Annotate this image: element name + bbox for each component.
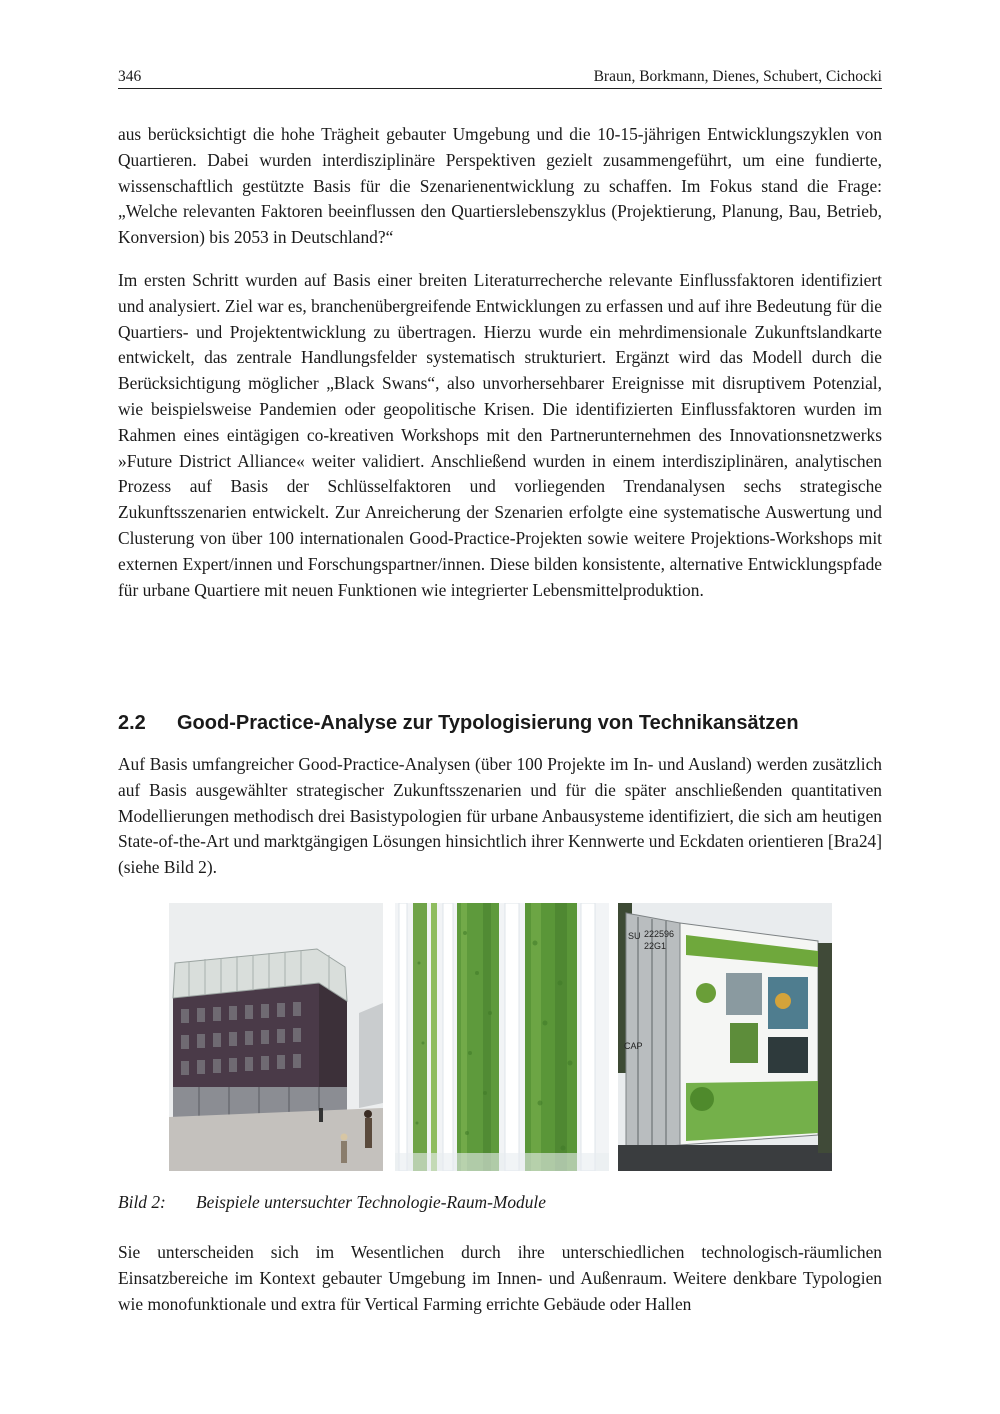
container-code-4: CAP: [624, 1041, 643, 1051]
running-header-authors: Braun, Borkmann, Dienes, Schubert, Cichocki: [593, 68, 882, 85]
running-header: [118, 66, 882, 89]
figure-caption: [118, 1190, 882, 1214]
container-code-1: SU: [628, 931, 641, 941]
figure-caption-label: Bild 2:: [118, 1192, 166, 1212]
figure-caption-text: Beispiele untersuchter Technologie-Raum-Module: [196, 1192, 546, 1212]
section-number: 2.2: [118, 712, 146, 734]
container-code-2: 222596: [644, 929, 675, 939]
body-paragraph-4: Sie unterscheiden sich im Wesentlichen durch ihre unterschiedlichen technologisch-räumlichen Einsatzbereiche im Kontext gebauter Umgebung im Innen- und Außenraum. Weitere denkbare Typologien wie monofunktionale und extra für Vertical Farming errichte Gebäude oder Hallen: [118, 1242, 882, 1314]
page-number: 346: [118, 68, 142, 85]
photo-container-farm: [618, 903, 832, 1171]
section-heading: [118, 710, 882, 736]
section-title: Good-Practice-Analyse zur Typologisierung von Technikansätzen: [177, 712, 799, 734]
body-paragraph-1: aus berücksichtigt die hohe Trägheit gebauter Umgebung und die 10-15-jährigen Entwicklungszyklen von Quartieren. Dabei wurden interdisziplinäre Perspektiven gezielt zusammengeführt, um eine fundierte, wissenschaftlich gestützte Basis für die Szenarienentwicklung zu schaffen. Im Fokus stand die Frage: „Welche relevanten Faktoren beeinflussen den Quartierslebenszyklus (Projektierung, Planung, Bau, Betrieb, Konversion) bis 2053 in Deutschland?“: [118, 124, 882, 248]
photo-rooftop-greenhouse-building: [169, 903, 383, 1171]
photo-vertical-farm-racks: [395, 903, 609, 1171]
container-code-3: 22G1: [644, 941, 667, 951]
figure-bild-2: [169, 903, 832, 1171]
body-paragraph-3: Auf Basis umfangreicher Good-Practice-Analysen (über 100 Projekte im In- und Ausland) werden zusätzlich auf Basis ausgewählter strategischer Zukunftsszenarien und für die später anschließenden quantitativen Modellierungen methodisch drei Basistypologien für urbane Anbausysteme identifiziert, die sich am heutigen State-of-the-Art und marktgängigen Lösungen hinsichtlich ihrer Kennwerte und Eckdaten orientieren [Bra24] (siehe Bild 2).: [118, 754, 882, 878]
body-paragraph-2: Im ersten Schritt wurden auf Basis einer breiten Literaturrecherche relevante Einflussfaktoren identifiziert und analysiert. Ziel war es, branchenübergreifende Entwicklungen zu erfassen und auf ihre Bedeutung für die Quartiers- und Projektentwicklung zu übertragen. Hierzu wurde ein mehrdimensionale Zukunftslandkarte entwickelt, das zentrale Handlungsfelder systematisch strukturiert. Ergänzt wird das Modell durch die Berücksichtigung möglicher „Black Swans“, also unvorhersehbarer Ereignisse mit disruptivem Potenzial, wie beispielsweise Pandemien oder geopolitische Krisen. Die identifizierten Einflussfaktoren wurden im Rahmen eines eintägigen co-kreativen Workshops mit den Partnerunternehmen des Innovationsnetzwerks »Future District Alliance« weiter validiert. Anschließend wurden in einem interdisziplinären, analytischen Prozess auf Basis der Schlüsselfaktoren und vorliegenden Trendanalysen sechs strategische Zukunftsszenarien entwickelt. Zur Anreicherung der Szenarien erfolgte eine systematische Auswertung und Clusterung von über 100 internationalen Good-Practice-Projekten sowie weitere Projektions-Workshops mit externen Expert/innen und Forschungspartner/innen. Diese bilden konsistente, alternative Entwicklungspfade für urbane Quartiere mit neuen Funktionen wie integrierter Lebensmittelproduktion.: [118, 270, 882, 600]
